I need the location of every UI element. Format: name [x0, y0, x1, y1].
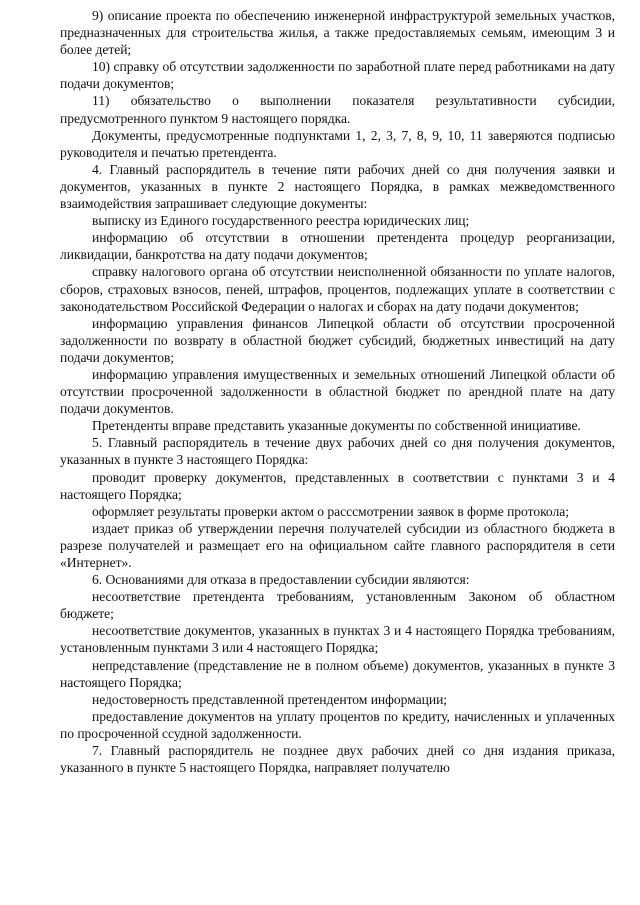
paragraph-list-item: предоставление документов на уплату процентов по кредиту, начисленных и уплаченных по просроченной ссудной задолженности. — [60, 708, 615, 741]
paragraph-list-item: справку налогового органа об отсутствии неисполненной обязанности по уплате налогов, сборов, страховых взносов, пеней, штрафов, процентов, подлежащих уплате в соответствии с законодательством Российской Федерации о налогах и сборах на дату подачи документов; — [60, 264, 615, 314]
paragraph-list-item: оформляет результаты проверки актом о расссмотрении заявок в форме протокола; — [92, 503, 569, 519]
paragraph-list-item: несоответствие претендента требованиям, установленным Законом об областном бюджете; — [60, 589, 615, 622]
paragraph-list-item: выписку из Единого государственного реестра юридических лиц; — [92, 213, 470, 229]
paragraph-list-item: информацию управления имущественных и земельных отношений Липецкой области об отсутствии просроченной задолженности в областной бюджет по арендной плате на дату подачи документов. — [60, 366, 615, 417]
paragraph-list-item: информацию управления финансов Липецкой области об отсутствии просроченной задолженности по возврату в областной бюджет субсидий, бюджетных инвестиций на дату подачи документов; — [60, 315, 615, 365]
paragraph-list-item: недостоверность представленной претендентом информации; — [92, 691, 448, 707]
paragraph-certification-note: Документы, предусмотренные подпунктами 1, 2, 3, 7, 8, 9, 10, 11 заверяются подписью руководителя и печатью претендента. — [60, 127, 615, 160]
paragraph-list-item: проводит проверку документов, представленных в соответствии с пунктами 3 и 4 настоящего Порядка; — [60, 469, 615, 502]
paragraph-list-item: несоответствие документов, указанных в пунктах 3 и 4 настоящего Порядка требованиям, установленным пунктами 3 или 4 настоящего Порядка; — [60, 623, 615, 656]
paragraph-list-item: издает приказ об утверждении перечня получателей субсидии из областного бюджета в разрезе получателей и размещает его на официальном сайте главного распорядителя в сети «Интернет». — [60, 520, 615, 570]
paragraph-section-7: 7. Главный распорядитель не позднее двух рабочих дней со дня издания приказа, указанного в пункте 5 настоящего Порядка, направляет получателю — [60, 743, 615, 776]
paragraph-list-item: информацию об отсутствии в отношении претендента процедур реорганизации, ликвидации, банкротства на дату подачи документов; — [60, 230, 615, 263]
paragraph-section-6: 6. Основаниями для отказа в предоставлении субсидии являются: — [92, 572, 470, 588]
paragraph-section-5: 5. Главный распорядитель в течение двух рабочих дней со дня получения документов, указанных в пункте 3 настоящего Порядка: — [60, 435, 615, 468]
paragraph-item-11: 11) обязательство о выполнении показателя результативности субсидии, предусмотренного пунктом 9 настоящего порядка. — [60, 93, 615, 126]
paragraph-item-10: 10) справку об отсутствии задолженности по заработной плате перед работниками на дату подачи документов; — [60, 59, 615, 92]
paragraph-list-item: непредставление (представление не в полном объеме) документов, указанных в пункте 3 настоящего Порядка; — [60, 657, 615, 690]
paragraph-section-4: 4. Главный распорядитель в течение пяти рабочих дней со дня получения заявки и документов, указанных в пункте 2 настоящего Порядка, в рамках межведомственного взаимодействия запрашивает следующие документы: — [60, 161, 615, 212]
paragraph-item-9: 9) описание проекта по обеспечению инженерной инфраструктурой земельных участков, предназначенных для строительства жилья, а также предоставляемых семьям, имеющим 3 и более детей; — [60, 8, 615, 58]
paragraph-initiative-note: Претенденты вправе представить указанные документы по собственной инициативе. — [92, 418, 581, 434]
